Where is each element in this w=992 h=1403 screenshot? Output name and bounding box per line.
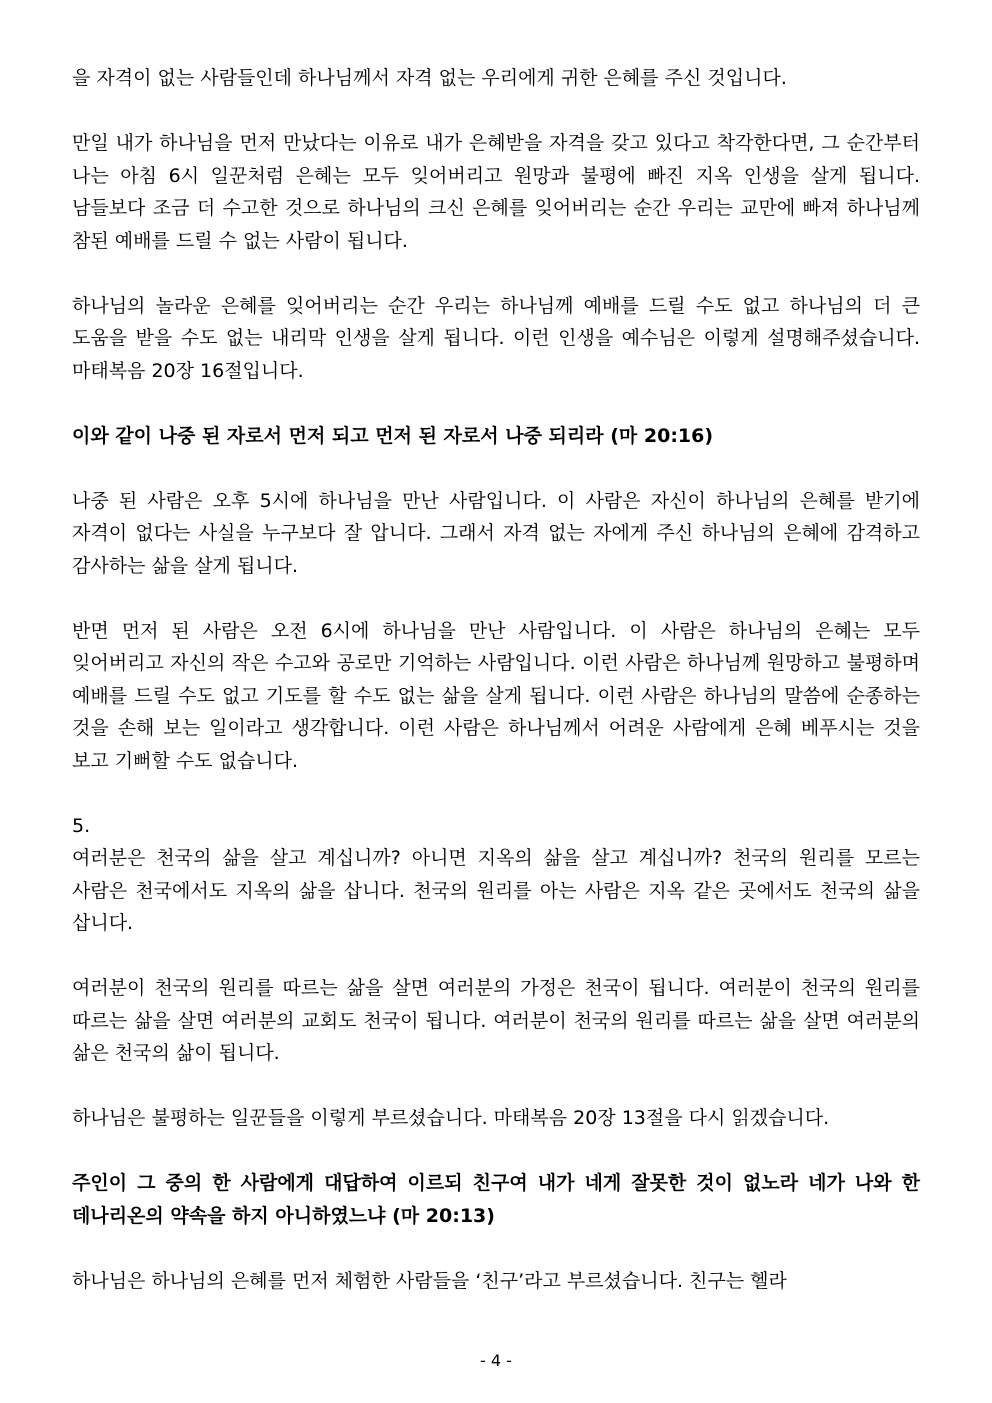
paragraph-line: 이와 같이 나중 된 자로서 먼저 되고 먼저 된 자로서 나중 되리라 (마 20:16) — [72, 424, 714, 447]
paragraph-line: 하나님의 놀라운 은혜를 잊어버리는 순간 우리는 하나님께 예배를 드릴 수도 없고 하나님의 더 큰 도움을 받을 수도 없는 내리막 인생을 살게 됩니다. 이런 인생을 예수님은 이렇게 설명해주셨습니다. 마태복음 20장 16절입니다. — [72, 294, 920, 382]
scripture-quote-mt-20-16 — [72, 420, 920, 453]
paragraph-3 — [72, 290, 920, 388]
paragraph-line: 하나님은 하나님의 은혜를 먼저 체험한 사람들을 ‘친구’라고 부르셨습니다. 친구는 헬라 — [72, 1269, 787, 1292]
paragraph-9 — [72, 1102, 920, 1135]
paragraph-5 — [72, 485, 920, 583]
paragraph-line: 반면 먼저 된 사람은 오전 6시에 하나님을 만난 사람입니다. 이 사람은 하나님의 은혜는 모두 잊어버리고 자신의 작은 수고와 공로만 기억하는 사람입니다. 이런 사람은 하나님께 원망하고 불평하며 예배를 드릴 수도 없고 기도를 할 수도 없는 삶을 살게 됩니다. 이런 사람은 하나님의 말씀에 순종하는 것을 손해 보는 일이라고 생각합니다. 이런 사람은 하나님께서 어려운 사람에게 은혜 베푸시는 것을 보고 기뻐할 수도 없습니다. — [72, 619, 920, 772]
paragraph-2 — [72, 127, 920, 257]
paragraph-1 — [72, 62, 920, 95]
paragraph-line: 을 자격이 없는 사람들인데 하나님께서 자격 없는 우리에게 귀한 은혜를 주신 것입니다. — [72, 67, 787, 89]
document-body — [72, 62, 920, 1330]
paragraph-6 — [72, 615, 920, 778]
paragraph-line: 여러분은 천국의 삶을 살고 계십니까? 아니면 지옥의 삶을 살고 계십니까? 천국의 원리를 모르는 사람은 천국에서도 지옥의 삶을 삽니다. 천국의 원리를 아는 사람은 지옥 같은 곳에서도 천국의 삶을 삽니다. — [72, 847, 920, 934]
paragraph-8 — [72, 972, 920, 1070]
paragraph-line: 하나님은 불평하는 일꾼들을 이렇게 부르셨습니다. 마태복음 20장 13절을 다시 읽겠습니다. — [72, 1107, 830, 1129]
paragraph-7-section-5 — [72, 810, 920, 940]
page-number: - 4 - — [480, 1351, 512, 1370]
section-number: 5. — [72, 814, 91, 837]
paragraph-line: 만일 내가 하나님을 먼저 만났다는 이유로 내가 은혜받을 자격을 갖고 있다고 착각한다면, 그 순간부터 나는 아침 6시 일꾼처럼 은혜는 모두 잊어버리고 원망과 불평에 빠진 지옥 인생을 살게 됩니다. 남들보다 조금 더 수고한 것으로 하나님의 크신 은혜를 잊어버리는 순간 우리는 교만에 빠져 하나님께 참된 예배를 드릴 수 없는 사람이 됩니다. — [72, 132, 920, 252]
paragraph-line: 주인이 그 중의 한 사람에게 대답하여 이르되 친구여 내가 네게 잘못한 것이 없노라 네가 나와 한 데나리온의 약속을 하지 아니하였느냐 (마 20:13) — [72, 1172, 920, 1227]
scripture-quote-mt-20-13 — [72, 1167, 920, 1232]
paragraph-line: 여러분이 천국의 원리를 따르는 삶을 살면 여러분의 가정은 천국이 됩니다. 여러분이 천국의 원리를 따르는 삶을 살면 여러분의 교회도 천국이 됩니다. 여러분이 천국의 원리를 따르는 삶을 살면 여러분의 삶은 천국의 삶이 됩니다. — [72, 977, 920, 1064]
paragraph-line: 나중 된 사람은 오후 5시에 하나님을 만난 사람입니다. 이 사람은 자신이 하나님의 은혜를 받기에 자격이 없다는 사실을 누구보다 잘 압니다. 그래서 자격 없는 자에게 주신 하나님의 은혜에 감격하고 감사하는 삶을 살게 됩니다. — [72, 489, 920, 577]
paragraph-11 — [72, 1265, 920, 1298]
